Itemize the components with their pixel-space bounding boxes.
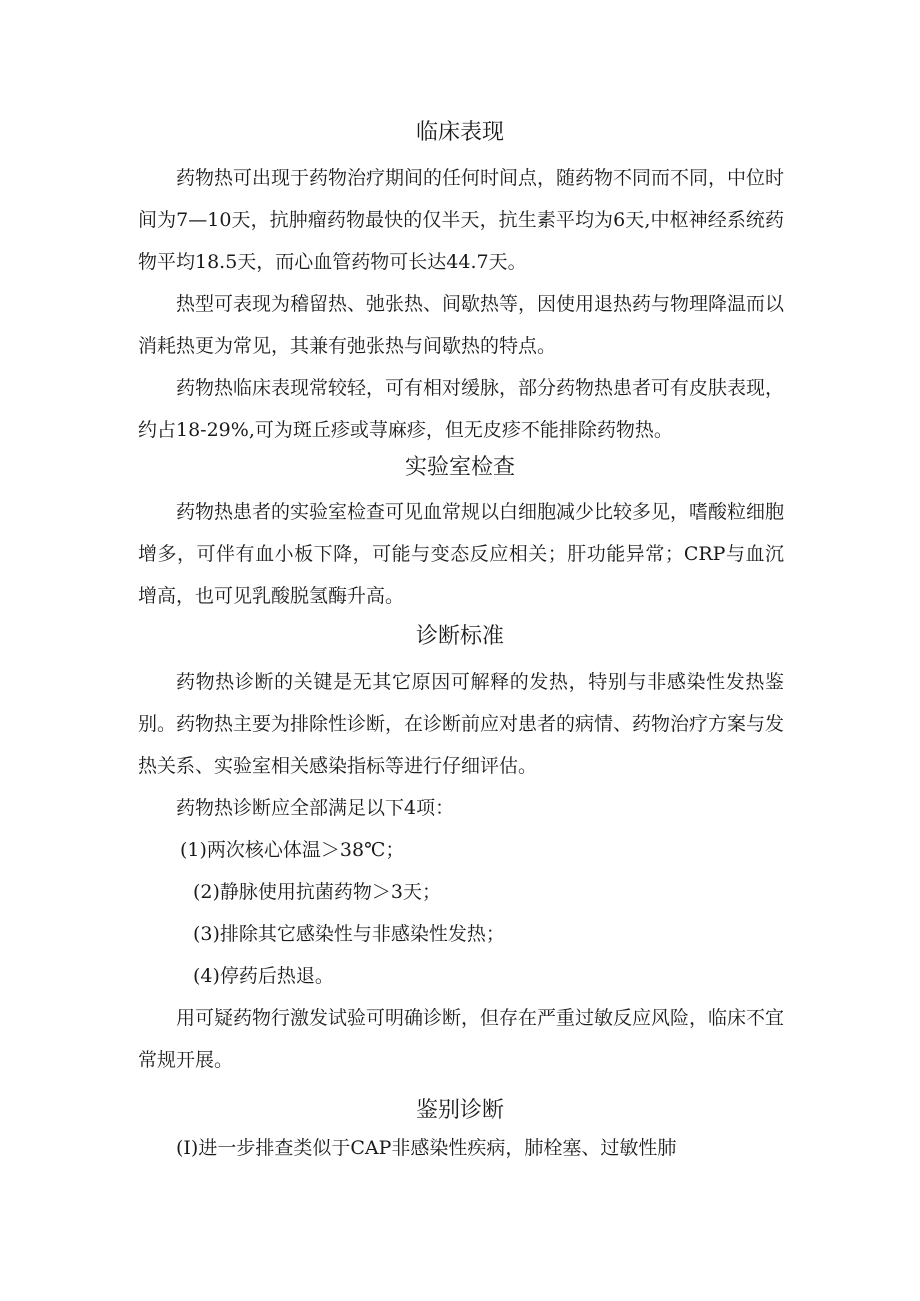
criteria-item-4: (4)停药后热退。 [193, 965, 334, 987]
paragraph-diagnosis-key: 药物热诊断的关键是无其它原因可解释的发热，特别与非感染性发热鉴别。药物热主要为排除性诊断，在诊断前应对患者的病情、药物治疗方案与发热关系、实验室相关感染指标等进行仔细评估。 [138, 671, 785, 777]
paragraph-differential-1: (I)进一步排查类似于CAP非感染性疾病，肺栓塞、过敏性肺 [176, 1137, 677, 1159]
paragraph-lab-findings: 药物热患者的实验室检查可见血常规以白细胞减少比较多见，嗜酸粒细胞增多，可伴有血小板下降，可能与变态反应相关；肝功能异常；CRP与血沉增高，也可见乳酸脱氢酶升高。 [138, 501, 785, 607]
section-heading-differential: 鉴别诊断 [415, 1098, 504, 1123]
criteria-item-3: (3)排除其它感染性与非感染性发热； [193, 923, 505, 945]
section-heading-clinical: 临床表现 [415, 120, 504, 145]
section-heading-lab: 实验室检查 [404, 455, 515, 480]
paragraph-clinical-fever-type: 热型可表现为稽留热、弛张热、间歇热等，因使用退热药与物理降温而以消耗热更为常见，其兼有弛张热与间歇热的特点。 [138, 293, 785, 357]
criteria-item-2: (2)静脉使用抗菌药物＞3天； [193, 881, 442, 903]
criteria-item-1: (1)两次核心体温＞38℃； [180, 839, 405, 861]
paragraph-clinical-timing: 药物热可出现于药物治疗期间的任何时间点，随药物不同而不同，中位时间为7—10天，抗肿瘤药物最快的仅半天，抗生素平均为6天,中枢神经系统药物平均18.5天，而心血管药物可长达44.7天。 [138, 167, 785, 273]
paragraph-diagnosis-challenge: 用可疑药物行激发试验可明确诊断，但存在严重过敏反应风险，临床不宜常规开展。 [138, 1007, 785, 1071]
paragraph-diagnosis-criteria-intro: 药物热诊断应全部满足以下4项： [176, 797, 455, 819]
paragraph-clinical-symptoms: 药物热临床表现常较轻，可有相对缓脉，部分药物热患者可有皮肤表现，约占18-29%,可为斑丘疹或荨麻疹，但无皮疹不能排除药物热。 [138, 377, 785, 441]
section-heading-diagnosis: 诊断标准 [415, 624, 504, 649]
